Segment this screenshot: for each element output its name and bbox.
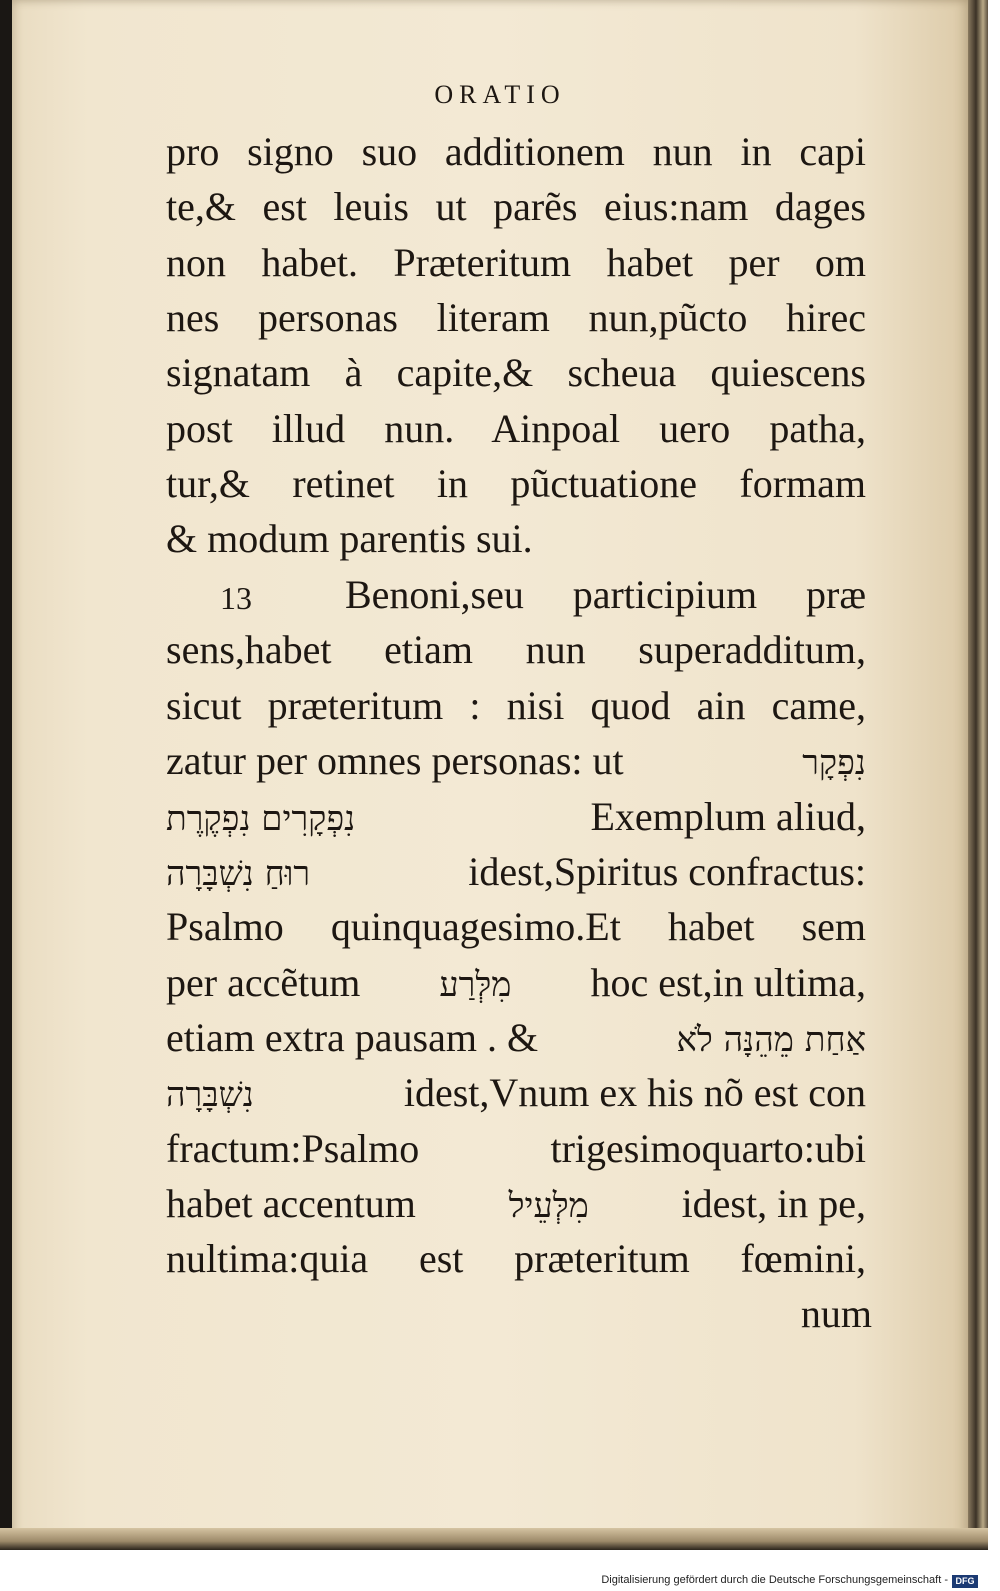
text-line-3: non habet. Præteritum habet per om <box>166 240 866 285</box>
text-line-psalmo: Psalmo quinquagesimo.Et habet sem <box>166 904 866 949</box>
text-line-2: te,& est leuis ut parẽs eius:nam dages <box>166 184 866 229</box>
text-line-1: pro signo suo additionem nun in capi <box>166 129 866 174</box>
text-line-hebrew-3 <box>166 849 866 894</box>
hebrew-word: אַחַת מֵהֵנָּה לֹא <box>676 1020 866 1060</box>
text-line-hebrew-1 <box>166 738 866 783</box>
text-line-last: nultima:quia est præteritum fœmini, <box>166 1236 866 1281</box>
book-spine <box>968 0 988 1550</box>
text-line-4: nes personas literam nun,pũcto hirec <box>166 295 866 340</box>
catchword: num <box>800 1291 872 1336</box>
latin-segment: habet accentum <box>166 1181 416 1226</box>
latin-segment: etiam extra pausam . & <box>166 1015 539 1060</box>
text-line-fractum: fractum:Psalmo trigesimoquarto:ubi <box>166 1126 866 1171</box>
hebrew-word: נִפְקָר <box>802 743 866 783</box>
hebrew-word: רוּחַ נִשְׁבָּרָה <box>166 854 311 894</box>
text-line-hebrew-4 <box>166 960 866 1005</box>
hebrew-word: מִלְּרַע <box>439 965 512 1005</box>
text-line-hebrew-6 <box>166 1070 866 1115</box>
latin-segment: idest,Spiritus confractus: <box>468 849 866 894</box>
digitization-footer <box>0 1574 1000 1591</box>
text-line-11: sicut præteritum : nisi quod ain came, <box>166 683 866 728</box>
section-number: 13 <box>220 580 252 616</box>
hebrew-word: נִפְקָרִים נִפְקֶרֶת <box>166 799 356 839</box>
latin-segment: Exemplum aliud, <box>590 794 866 839</box>
hebrew-word: מִלְּעֵיל <box>508 1186 589 1226</box>
latin-segment: idest,Vnum ex his nõ est con <box>403 1070 866 1115</box>
text-line-5: signatam à capite,& scheua quiescens <box>166 350 866 395</box>
section-first-line: Benoni,seu participium præ <box>345 572 866 617</box>
dfg-logo: DFG <box>952 1575 978 1588</box>
page-bottom-edge <box>0 1528 988 1550</box>
latin-segment: per accẽtum <box>166 960 361 1005</box>
hebrew-word: נִשְׁבָּרָה <box>166 1075 254 1115</box>
latin-segment: hoc est,in ultima, <box>590 960 866 1005</box>
text-line-hebrew-2 <box>166 794 866 839</box>
text-line-10: sens,habet etiam nun superadditum, <box>166 627 866 672</box>
running-head: ORATIO <box>434 80 566 109</box>
text-line-6: post illud nun. Ainpoal uero patha, <box>166 406 866 451</box>
text-line-7: tur,& retinet in pũctuatione formam <box>166 461 866 506</box>
text-line-hebrew-5 <box>166 1015 866 1060</box>
footer-credit: Digitalisierung gefördert durch die Deutsche Forschungsgemeinschaft - <box>601 1574 948 1586</box>
text-line-8: & modum parentis sui. <box>166 516 533 561</box>
latin-segment: zatur per omnes personas: ut <box>166 738 624 783</box>
text-line-hebrew-7 <box>166 1181 866 1226</box>
latin-segment: idest, in pe, <box>681 1181 866 1226</box>
